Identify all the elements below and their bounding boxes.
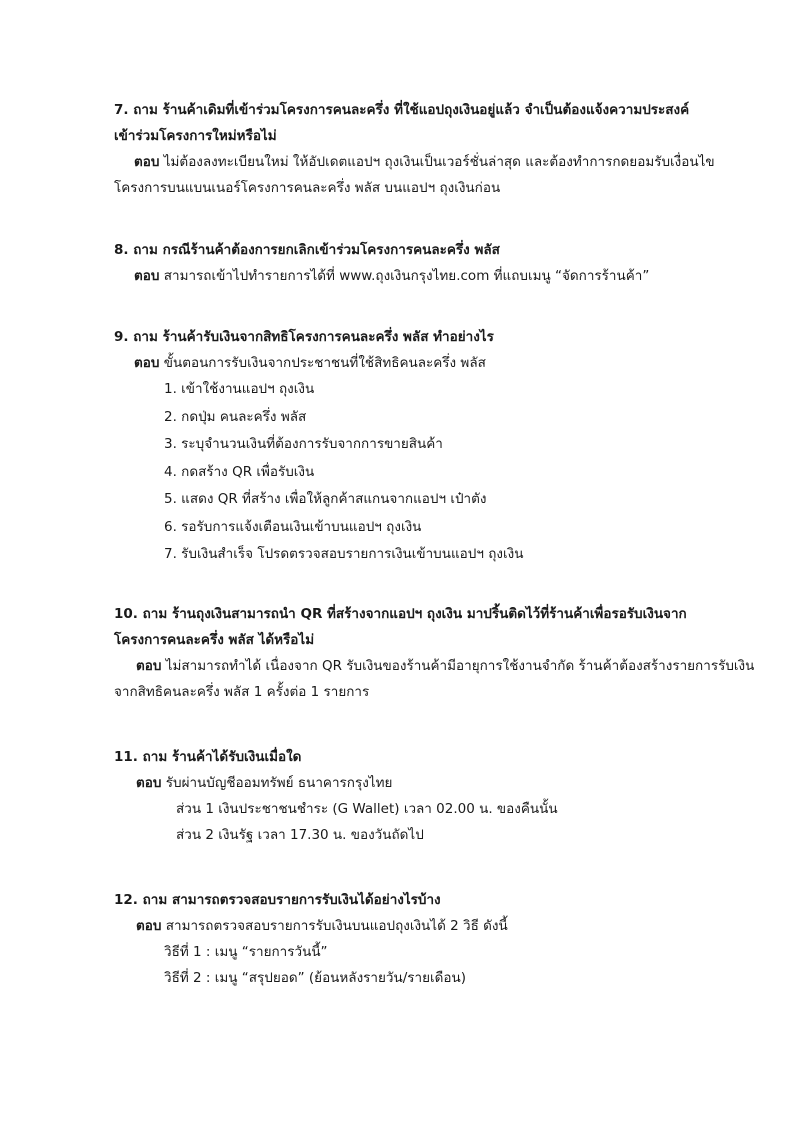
step-item: 7. รับเงินสำเร็จ โปรดตรวจสอบรายการเงินเข้าบนแอปฯ ถุงเงิน <box>164 546 524 562</box>
answer-7-line-2: โครงการบนแบนเนอร์โครงการคนละครึ่ง พลัส บนแอปฯ ถุงเงินก่อน <box>114 180 501 196</box>
answer-8 <box>114 263 734 289</box>
step-item: 2. กดปุ่ม คนละครึ่ง พลัส <box>164 408 307 425</box>
answer-10-line-2: จากสิทธิคนละครึ่ง พลัส 1 ครั้งต่อ 1 รายการ <box>114 684 370 700</box>
question-12: 12. ถาม สามารถตรวจสอบรายการรับเงินได้อย่างไรบ้าง <box>114 892 441 908</box>
answer-11 <box>114 770 734 796</box>
faq-item-8 <box>114 237 734 289</box>
faq-item-7 <box>114 97 734 201</box>
question-10-line-1: 10. ถาม ร้านถุงเงินสามารถนำ QR ที่สร้างจากแอปฯ ถุงเงิน มาปริ้นติดไว้ที่ร้านค้าเพื่อรอรับเงินจาก <box>114 606 687 622</box>
answer-12 <box>114 913 734 939</box>
question-8: 8. ถาม กรณีร้านค้าต้องการยกเลิกเข้าร่วมโครงการคนละครึ่ง พลัส <box>114 242 500 258</box>
answer-7-line-1 <box>114 149 734 175</box>
answer-label: ตอบ <box>134 355 160 371</box>
step-item: 5. แสดง QR ที่สร้าง เพื่อให้ลูกค้าสแกนจากแอปฯ เป๋าตัง <box>164 491 487 507</box>
faq-item-9 <box>114 324 734 569</box>
question-10-line-2: โครงการคนละครึ่ง พลัส ได้หรือไม่ <box>114 632 315 648</box>
answer-12-method-2: วิธีที่ 2 : เมนู “สรุปยอด” (ย้อนหลังรายวัน/รายเดือน) <box>164 970 466 986</box>
step-item: 3. ระบุจำนวนเงินที่ต้องการรับจากการขายสินค้า <box>164 436 443 452</box>
answer-7-text: ไม่ต้องลงทะเบียนใหม่ ให้อัปเดตแอปฯ ถุงเงินเป็นเวอร์ชั่นล่าสุด และต้องทำการกดยอมรับเงื่อนไข <box>159 154 715 170</box>
answer-11-part-2: ส่วน 2 เงินรัฐ เวลา 17.30 น. ของวันถัดไป <box>176 827 424 843</box>
step-item: 6. รอรับการแจ้งเตือนเงินเข้าบนแอปฯ ถุงเงิน <box>164 518 422 535</box>
answer-label: ตอบ <box>134 154 160 170</box>
answer-9-text: ขั้นตอนการรับเงินจากประชาชนที่ใช้สิทธิคนละครึ่ง พลัส <box>159 355 486 371</box>
answer-label: ตอบ <box>136 918 162 934</box>
steps-list <box>114 376 734 569</box>
answer-12-text: สามารถตรวจสอบรายการรับเงินบนแอปถุงเงินได้ 2 วิธี ดังนี้ <box>161 918 508 934</box>
answer-12-method-1: วิธีที่ 1 : เมนู “รายการวันนี้” <box>164 944 328 960</box>
step-item: 4. กดสร้าง QR เพื่อรับเงิน <box>164 463 315 480</box>
question-7-line-2: เข้าร่วมโครงการใหม่หรือไม่ <box>114 128 277 144</box>
answer-9 <box>114 350 734 376</box>
question-11: 11. ถาม ร้านค้าได้รับเงินเมื่อใด <box>114 749 302 765</box>
answer-11-part-1: ส่วน 1 เงินประชาชนชำระ (G Wallet) เวลา 02.00 น. ของคืนนั้น <box>176 801 558 817</box>
question-7-line-1: 7. ถาม ร้านค้าเดิมที่เข้าร่วมโครงการคนละครึ่ง ที่ใช้แอปถุงเงินอยู่แล้ว จำเป็นต้องแจ้งความประสงค์ <box>114 102 690 118</box>
answer-label: ตอบ <box>136 775 162 791</box>
question-9: 9. ถาม ร้านค้ารับเงินจากสิทธิโครงการคนละครึ่ง พลัส ทำอย่างไร <box>114 329 494 345</box>
faq-item-10 <box>114 601 755 705</box>
answer-8-text: สามารถเข้าไปทำรายการได้ที่ www.ถุงเงินกรุงไทย.com ที่แถบเมนู “จัดการร้านค้า” <box>159 268 650 284</box>
answer-11-text: รับผ่านบัญชีออมทรัพย์ ธนาคารกรุงไทย <box>161 775 393 791</box>
faq-item-12 <box>114 887 734 991</box>
answer-10-text: ไม่สามารถทำได้ เนื่องจาก QR รับเงินของร้านค้ามีอายุการใช้งานจำกัด ร้านค้าต้องสร้างรายการรับเงิน <box>161 658 755 674</box>
answer-label: ตอบ <box>134 268 160 284</box>
answer-10-line-1 <box>114 653 755 679</box>
step-item: 1. เข้าใช้งานแอปฯ ถุงเงิน <box>164 381 315 397</box>
faq-item-11 <box>114 744 734 848</box>
answer-label: ตอบ <box>136 658 162 674</box>
